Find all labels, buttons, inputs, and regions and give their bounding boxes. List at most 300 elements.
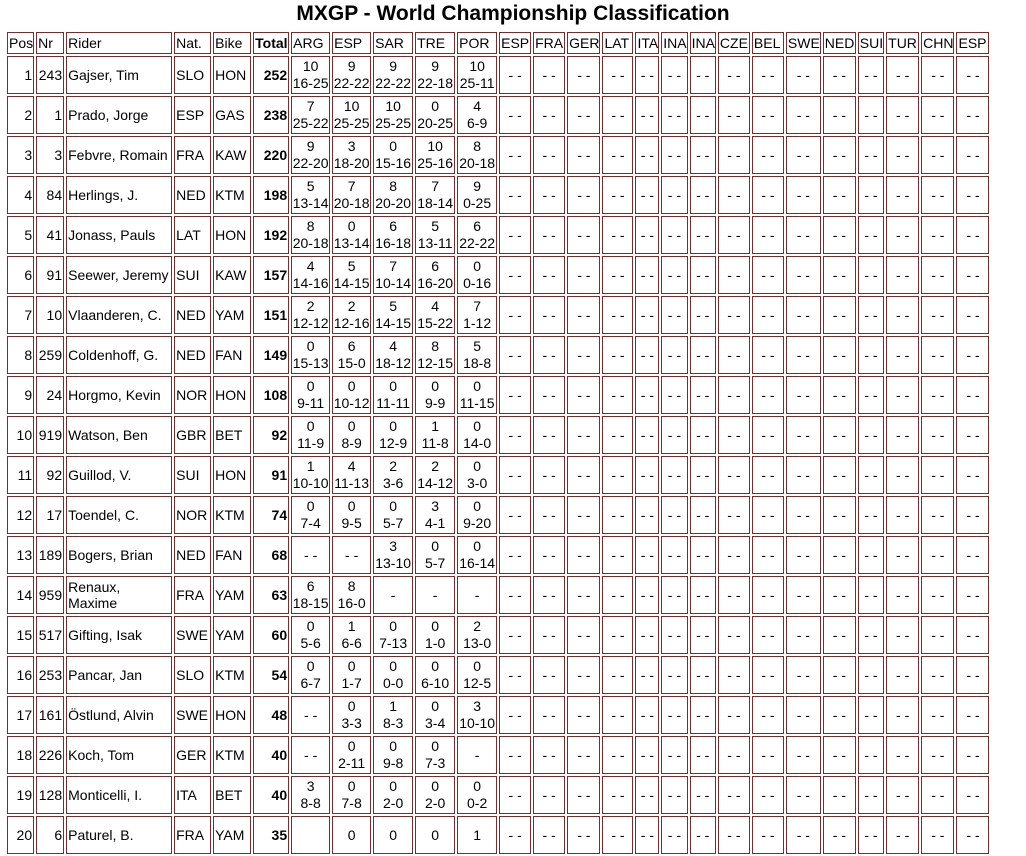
future-round-cell: - - [823, 536, 856, 574]
race-positions: 6-7 [300, 675, 321, 691]
page-title: MXGP - World Championship Classification [296, 2, 730, 25]
bike-cell: HON [213, 376, 251, 414]
race-positions: 13-14 [292, 195, 329, 211]
race-result-cell [373, 416, 413, 454]
race-result-cell [332, 56, 371, 94]
race-result-cell [415, 776, 455, 814]
race-points: 3 [389, 538, 398, 554]
race-positions: 25-25 [375, 115, 412, 131]
column-header: Pos [7, 32, 34, 54]
future-round-cell: - - [499, 376, 531, 414]
position-cell: 8 [7, 336, 34, 374]
race-positions: 12-12 [292, 315, 329, 331]
race-points: 3 [431, 498, 440, 514]
future-round-cell: - - [786, 616, 821, 654]
future-round-cell: - - [858, 536, 884, 574]
future-round-cell: - - [921, 496, 954, 534]
race-points: 2 [473, 618, 482, 634]
future-round-cell: - - [661, 696, 687, 734]
future-round-cell: - - [499, 816, 531, 854]
race-result-cell [415, 376, 455, 414]
race-result-cell [457, 656, 497, 694]
race-positions: 13-10 [375, 555, 412, 571]
future-round-cell: - - [533, 816, 565, 854]
future-round-cell: - - [921, 736, 954, 774]
bike-cell: KTM [213, 736, 251, 774]
race-points: 10 [427, 138, 443, 154]
race-positions: 2-0 [383, 795, 404, 811]
race-positions: 7-4 [300, 515, 321, 531]
race-result-cell [457, 616, 497, 654]
race-points: 0 [431, 698, 440, 714]
table-row [7, 136, 989, 174]
future-round-cell: - - [718, 776, 750, 814]
race-points: 3 [347, 138, 356, 154]
future-round-cell: - - [786, 456, 821, 494]
future-round-cell: - - [661, 56, 687, 94]
column-header: LAT [602, 32, 633, 54]
race-points: 0 [306, 498, 315, 514]
future-round-cell: - - [718, 416, 750, 454]
number-cell: 161 [36, 696, 64, 734]
bike-cell: HON [213, 696, 251, 734]
race-points: 0 [473, 778, 482, 794]
race-result-cell [291, 656, 330, 694]
race-points: 0 [473, 378, 482, 394]
bike-cell: YAM [213, 576, 251, 614]
race-result-cell [415, 296, 455, 334]
future-round-cell: - - [921, 176, 954, 214]
race-positions: 15-0 [337, 355, 366, 371]
future-round-cell: - - [752, 576, 784, 614]
future-round-cell: - - [602, 496, 633, 534]
future-round-cell: - - [661, 176, 687, 214]
race-result-cell [415, 696, 455, 734]
bike-cell: YAM [213, 816, 251, 854]
future-round-cell: - - [602, 736, 633, 774]
race-result-cell [457, 136, 497, 174]
race-positions: 20-18 [459, 155, 496, 171]
total-points-cell: 60 [253, 616, 289, 654]
race-positions: 16-14 [459, 555, 496, 571]
race-positions: 13-11 [417, 235, 453, 251]
future-round-cell: - - [567, 256, 600, 294]
race-result-cell [373, 776, 413, 814]
table-row [7, 496, 989, 534]
position-cell: 12 [7, 496, 34, 534]
total-points-cell: 40 [253, 776, 289, 814]
race-result-cell [415, 616, 455, 654]
nationality-cell: SLO [174, 656, 211, 694]
future-round-cell: - - [533, 656, 565, 694]
race-points: 0 [347, 498, 356, 514]
future-round-cell: - - [921, 296, 954, 334]
future-round-cell: - - [499, 216, 531, 254]
table-row [7, 816, 989, 854]
race-positions: 4-1 [425, 515, 446, 531]
future-round-cell: - - [886, 816, 919, 854]
future-round-cell: - - [886, 736, 919, 774]
future-round-cell: - - [567, 576, 600, 614]
future-round-cell: - - [661, 376, 687, 414]
table-row [7, 576, 989, 614]
future-round-cell: - - [602, 656, 633, 694]
future-round-cell: - - [602, 776, 633, 814]
race-result-cell [291, 176, 330, 214]
race-points: 0 [431, 658, 440, 674]
race-points: 0 [431, 618, 440, 634]
bike-cell: HON [213, 456, 251, 494]
future-round-cell: - - [956, 336, 989, 374]
future-round-cell: - - [921, 136, 954, 174]
race-result-cell [291, 736, 330, 774]
future-round-cell: - - [786, 296, 821, 334]
race-result-cell [457, 456, 497, 494]
future-round-cell: - - [786, 176, 821, 214]
race-points: 8 [347, 578, 356, 594]
total-points-cell: 108 [253, 376, 289, 414]
future-round-cell: - - [752, 736, 784, 774]
column-header: SWE [786, 32, 821, 54]
position-cell: 20 [7, 816, 34, 854]
future-round-cell: - - [752, 256, 784, 294]
number-cell: 41 [36, 216, 64, 254]
future-round-cell: - - [533, 736, 565, 774]
race-points: 0 [306, 658, 315, 674]
future-round-cell: - - [499, 736, 531, 774]
future-round-cell: - - [823, 256, 856, 294]
total-points-cell: 238 [253, 96, 289, 134]
position-cell: 5 [7, 216, 34, 254]
future-round-cell: - - [635, 296, 659, 334]
table-row [7, 256, 989, 294]
table-row [7, 416, 989, 454]
rider-name-cell: Paturel, B. [66, 816, 172, 854]
column-header: CZE [718, 32, 750, 54]
table-row [7, 616, 989, 654]
number-cell: 253 [36, 656, 64, 694]
future-round-cell: - - [661, 776, 687, 814]
position-cell: 18 [7, 736, 34, 774]
race-points: 6 [473, 218, 482, 234]
race-result-cell [457, 736, 497, 774]
race-result-cell [457, 56, 497, 94]
future-round-cell: - - [718, 656, 750, 694]
future-round-cell: - - [690, 336, 716, 374]
rider-name-cell: Renaux, Maxime [66, 576, 172, 614]
table-row [7, 776, 989, 814]
future-round-cell: - - [886, 656, 919, 694]
race-positions: 8-9 [341, 435, 362, 451]
future-round-cell: - - [499, 136, 531, 174]
race-positions: 3-4 [425, 715, 446, 731]
nationality-cell: FRA [174, 816, 211, 854]
future-round-cell: - - [956, 456, 989, 494]
race-result-cell [373, 736, 413, 774]
race-points: 0 [431, 378, 440, 394]
race-positions: 12-15 [417, 355, 454, 371]
future-round-cell: - - [752, 536, 784, 574]
total-points-cell: 40 [253, 736, 289, 774]
future-round-cell: - - [567, 216, 600, 254]
race-points: 10 [469, 58, 485, 74]
future-round-cell: - - [602, 176, 633, 214]
future-round-cell: - - [718, 736, 750, 774]
position-cell: 9 [7, 376, 34, 414]
future-round-cell: - - [567, 56, 600, 94]
future-round-cell: - - [823, 656, 856, 694]
race-result-cell [457, 416, 497, 454]
race-result-cell [373, 456, 413, 494]
future-round-cell: - - [886, 96, 919, 134]
total-points-cell: 198 [253, 176, 289, 214]
race-points: 7 [431, 178, 440, 194]
future-round-cell: - - [690, 296, 716, 334]
race-positions: 22-20 [292, 155, 329, 171]
future-round-cell: - - [567, 456, 600, 494]
race-positions: 22-18 [417, 75, 454, 91]
race-positions: 3-3 [341, 715, 362, 731]
bike-cell: YAM [213, 616, 251, 654]
race-points: 0 [473, 418, 482, 434]
race-points: 5 [431, 218, 440, 234]
rider-name-cell: Horgmo, Kevin [66, 376, 172, 414]
future-round-cell: - - [956, 96, 989, 134]
future-round-cell: - - [956, 216, 989, 254]
future-round-cell: - - [956, 416, 989, 454]
race-result-cell [373, 136, 413, 174]
race-result-cell [291, 416, 330, 454]
future-round-cell: - - [786, 576, 821, 614]
rider-name-cell: Gajser, Tim [66, 56, 172, 94]
race-points: 4 [389, 338, 398, 354]
future-round-cell: - - [661, 256, 687, 294]
future-round-cell: - - [921, 816, 954, 854]
future-round-cell: - - [661, 816, 687, 854]
future-round-cell: - - [635, 816, 659, 854]
rider-name-cell: Seewer, Jeremy [66, 256, 172, 294]
future-round-cell: - - [718, 496, 750, 534]
rider-name-cell: Febvre, Romain [66, 136, 172, 174]
future-round-cell: - - [533, 696, 565, 734]
future-round-cell: - - [886, 376, 919, 414]
race-positions: 10-12 [333, 395, 370, 411]
future-round-cell: - - [858, 136, 884, 174]
bike-cell: KAW [213, 256, 251, 294]
future-round-cell: - - [858, 176, 884, 214]
number-cell: 517 [36, 616, 64, 654]
race-result-cell [415, 736, 455, 774]
race-result-cell [291, 96, 330, 134]
position-cell: 10 [7, 416, 34, 454]
future-round-cell: - - [858, 496, 884, 534]
race-result-cell [332, 496, 371, 534]
race-positions: - [432, 586, 438, 603]
bike-cell: FAN [213, 536, 251, 574]
future-round-cell: - - [499, 296, 531, 334]
total-points-cell: 151 [253, 296, 289, 334]
future-round-cell: - - [823, 376, 856, 414]
future-round-cell: - - [533, 216, 565, 254]
race-positions: 14-16 [292, 275, 329, 291]
future-round-cell: - - [752, 176, 784, 214]
race-points: 0 [306, 338, 315, 354]
future-round-cell: - - [858, 336, 884, 374]
race-positions: 0-2 [467, 795, 488, 811]
future-round-cell: - - [823, 136, 856, 174]
race-positions: 13-14 [333, 235, 370, 251]
future-round-cell: - - [567, 696, 600, 734]
race-points: 0 [473, 258, 482, 274]
future-round-cell: - - [499, 496, 531, 534]
race-result-cell [291, 696, 330, 734]
future-round-cell: - - [858, 256, 884, 294]
future-round-cell: - - [533, 56, 565, 94]
bike-cell: KAW [213, 136, 251, 174]
race-points: 8 [306, 218, 315, 234]
column-header: ARG [291, 32, 330, 54]
race-positions: 16-18 [375, 235, 412, 251]
future-round-cell: - - [921, 416, 954, 454]
future-round-cell: - - [886, 616, 919, 654]
future-round-cell: - - [690, 56, 716, 94]
future-round-cell: - - [602, 296, 633, 334]
future-round-cell: - - [886, 456, 919, 494]
race-positions: 3-0 [467, 475, 488, 491]
race-result-cell [415, 416, 455, 454]
position-cell: 7 [7, 296, 34, 334]
number-cell: 91 [36, 256, 64, 294]
future-round-cell: - - [858, 376, 884, 414]
rider-name-cell: Herlings, J. [66, 176, 172, 214]
future-round-cell: - - [567, 736, 600, 774]
column-header: SAR [373, 32, 413, 54]
future-round-cell: - - [921, 96, 954, 134]
race-result-cell [415, 656, 455, 694]
race-positions: 0-0 [383, 675, 404, 691]
race-positions: 8-8 [300, 795, 321, 811]
position-cell: 11 [7, 456, 34, 494]
total-points-cell: 54 [253, 656, 289, 694]
column-header: ESP [956, 32, 989, 54]
race-points: 0 [347, 826, 356, 843]
future-round-cell: - - [533, 456, 565, 494]
race-positions: - - [304, 746, 318, 763]
future-round-cell: - - [690, 536, 716, 574]
race-result-cell [332, 336, 371, 374]
future-round-cell: - - [567, 176, 600, 214]
race-positions: 10-10 [292, 475, 329, 491]
future-round-cell: - - [752, 136, 784, 174]
race-positions: 22-22 [375, 75, 412, 91]
future-round-cell: - - [661, 456, 687, 494]
race-points: 2 [306, 298, 315, 314]
race-result-cell [291, 496, 330, 534]
position-cell: 14 [7, 576, 34, 614]
future-round-cell: - - [956, 776, 989, 814]
race-points: 5 [306, 178, 315, 194]
future-round-cell: - - [823, 616, 856, 654]
race-positions: - [474, 586, 480, 603]
future-round-cell: - - [499, 336, 531, 374]
race-result-cell [415, 56, 455, 94]
column-header: FRA [533, 32, 565, 54]
race-result-cell [373, 576, 413, 614]
table-row [7, 56, 989, 94]
future-round-cell: - - [786, 656, 821, 694]
race-points: 0 [473, 658, 482, 674]
race-positions: 15-22 [417, 315, 454, 331]
race-positions: 25-16 [417, 155, 454, 171]
race-positions: 22-22 [459, 235, 496, 251]
future-round-cell: - - [690, 136, 716, 174]
race-positions: - - [304, 546, 318, 563]
rider-name-cell: Jonass, Pauls [66, 216, 172, 254]
column-header: Rider [66, 32, 172, 54]
future-round-cell: - - [718, 376, 750, 414]
table-row [7, 336, 989, 374]
future-round-cell: - - [602, 616, 633, 654]
future-round-cell: - - [786, 216, 821, 254]
future-round-cell: - - [635, 176, 659, 214]
future-round-cell: - - [661, 336, 687, 374]
race-positions: 20-20 [375, 195, 412, 211]
column-header: ESP [499, 32, 531, 54]
number-cell: 959 [36, 576, 64, 614]
number-cell: 259 [36, 336, 64, 374]
future-round-cell: - - [886, 496, 919, 534]
race-positions: 1-12 [463, 315, 492, 331]
future-round-cell: - - [499, 576, 531, 614]
race-points: 8 [389, 178, 398, 194]
future-round-cell: - - [718, 296, 750, 334]
future-round-cell: - - [690, 616, 716, 654]
nationality-cell: SLO [174, 56, 211, 94]
column-header: TUR [886, 32, 919, 54]
race-positions: 25-11 [459, 75, 495, 91]
future-round-cell: - - [690, 696, 716, 734]
race-points: 0 [306, 618, 315, 634]
race-points: 0 [389, 138, 398, 154]
future-round-cell: - - [602, 816, 633, 854]
future-round-cell: - - [533, 536, 565, 574]
race-result-cell [291, 816, 330, 854]
future-round-cell: - - [718, 256, 750, 294]
future-round-cell: - - [635, 216, 659, 254]
future-round-cell: - - [858, 56, 884, 94]
bike-cell: HON [213, 56, 251, 94]
future-round-cell: - - [786, 736, 821, 774]
race-points: 0 [347, 778, 356, 794]
future-round-cell: - - [886, 536, 919, 574]
race-positions: 20-25 [417, 115, 454, 131]
table-row [7, 696, 989, 734]
race-positions: 10-14 [375, 275, 412, 291]
future-round-cell: - - [718, 336, 750, 374]
number-cell: 3 [36, 136, 64, 174]
nationality-cell: NOR [174, 376, 211, 414]
future-round-cell: - - [956, 616, 989, 654]
race-positions: 5-7 [383, 515, 404, 531]
table-row [7, 736, 989, 774]
race-result-cell [332, 136, 371, 174]
race-points: 0 [473, 498, 482, 514]
race-positions: 9-11 [297, 395, 325, 411]
race-result-cell [415, 136, 455, 174]
column-header: Nr [36, 32, 64, 54]
bike-cell: KTM [213, 496, 251, 534]
nationality-cell: GER [174, 736, 211, 774]
